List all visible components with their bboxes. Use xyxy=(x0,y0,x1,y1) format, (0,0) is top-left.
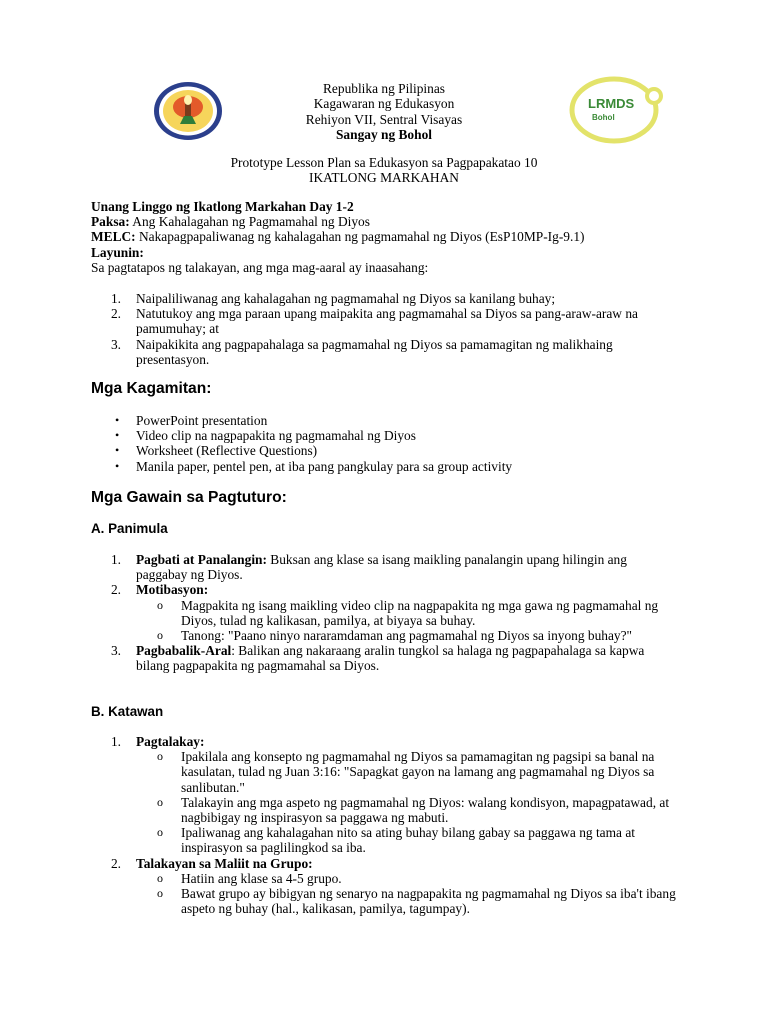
objective-item: 2. Natutukoy ang mga paraan upang maipakita ang pagmamahal sa Diyos sa pang-araw-araw na pamumuhay; at xyxy=(110,306,638,337)
activities-heading: Mga Gawain sa Pagtuturo: xyxy=(91,489,287,506)
section-a-item: 1. Pagbati at Panalangin: Buksan ang klase sa isang maikling panalangin upang hilingin ang paggabay ng Diyos. xyxy=(110,552,627,583)
materials-list xyxy=(91,413,691,474)
objective-item: 3. Naipakikita ang pagpapahalaga sa pagmamahal ng Diyos sa pamamagitan ng malikhaing presentasyon. xyxy=(110,336,613,367)
section-b-list xyxy=(91,734,676,916)
section-b-heading: B. Katawan xyxy=(91,704,164,719)
lrmds-logo-title: LRMDS xyxy=(588,96,635,111)
country-line: Republika ng Pilipinas xyxy=(323,81,445,96)
sub-item: o Ipakilala ang konsepto ng pagmamahal ng Diyos sa pamamagitan ng pagsipi sa banal na kasulatan, tulad ng Juan 3:16: "Sapagkat gayon na lamang ang pagmamahal ng Diyos sa sanlibutan." xyxy=(157,749,655,795)
paksa-value: Ang Kahalagahan ng Pagmamahal ng Diyos xyxy=(129,214,370,230)
material-item: • PowerPoint presentation xyxy=(115,413,268,428)
department-line: Kagawaran ng Edukasyon xyxy=(313,96,455,112)
melc-value: Nakapagpapaliwanag ng kahalagahan ng pagmamahal ng Diyos (EsP10MP-Ig-9.1) xyxy=(135,229,585,245)
lesson-meta xyxy=(91,199,691,275)
material-item: • Video clip na nagpapakita ng pagmamahal ng Diyos xyxy=(115,428,416,444)
section-b-item: 2. Talakayan sa Maliit na Grupo: xyxy=(110,855,313,871)
section-a-heading: A. Panimula xyxy=(91,521,168,536)
materials-heading: Mga Kagamitan: xyxy=(91,380,212,397)
section-a-list xyxy=(91,552,676,674)
section-b-item: 1. Pagtalakay: xyxy=(110,734,205,749)
sub-item: o Tanong: "Paano ninyo nararamdaman ang pagmamahal ng Diyos sa inyong buhay?" xyxy=(157,628,633,644)
objectives-list xyxy=(91,291,676,367)
title-line-1: Prototype Lesson Plan sa Edukasyon sa Pagpapakatao 10 xyxy=(230,155,538,170)
paksa-label: Paksa: xyxy=(91,214,130,230)
material-item: • Worksheet (Reflective Questions) xyxy=(115,443,318,459)
sub-item: o Bawat grupo ay bibigyan ng senaryo na nagpapakita ng pagmamahal ng Diyos sa iba't ibang aspeto ng buhay (hal., kalikasan, pamilya, tagumpay). xyxy=(157,886,676,917)
melc-line xyxy=(91,229,691,244)
paksa-line xyxy=(91,214,691,229)
section-a-item: 3. Pagbabalik-Aral: Balikan ang nakaraang aralin tungkol sa halaga ng pagpapahalaga sa kapwa bilang pagpapakita ng pagmamahal sa Diyos. xyxy=(110,643,645,674)
sub-item: o Ipaliwanag ang kahalagahan nito sa ating buhay bilang gabay sa paggawa ng tama at inspirasyon sa paglilingkod sa iba. xyxy=(157,825,635,856)
week-line: Unang Linggo ng Ikatlong Markahan Day 1-2 xyxy=(91,199,354,214)
sub-item: o Talakayin ang mga aspeto ng pagmamahal ng Diyos: walang kondisyon, mapagpatawad, at nagbibigay ng inspirasyon sa paggawa ng mabuti. xyxy=(157,794,670,826)
sub-item: o Hatiin ang klase sa 4-5 grupo. xyxy=(157,870,342,886)
section-a-item: 2. Motibasyon: xyxy=(110,582,209,598)
layunin-intro: Sa pagtatapos ng talakayan, ang mga mag-aaral ay inaasahang: xyxy=(91,259,429,275)
melc-label: MELC: xyxy=(91,229,136,245)
document-title xyxy=(0,155,768,185)
sub-item: o Magpakita ng isang maikling video clip na nagpapakita ng mga gawa ng pagmamahal ng Diyos, tulad ng kalikasan, pamilya, at biyaya sa buhay. xyxy=(157,597,659,628)
letterhead xyxy=(0,81,768,142)
division-line: Sangay ng Bohol xyxy=(335,126,432,142)
region-line: Rehiyon VII, Sentral Visayas xyxy=(305,111,463,127)
lrmds-logo-subtitle: Bohol xyxy=(592,113,615,122)
title-line-2: IKATLONG MARKAHAN xyxy=(309,170,459,186)
objective-item: 1. Naipaliliwanag ang kahalagahan ng pagmamahal ng Diyos sa kanilang buhay; xyxy=(110,291,556,306)
layunin-label: Layunin: xyxy=(91,244,144,260)
material-item: • Manila paper, pentel pen, at iba pang pangkulay para sa group activity xyxy=(115,458,513,474)
